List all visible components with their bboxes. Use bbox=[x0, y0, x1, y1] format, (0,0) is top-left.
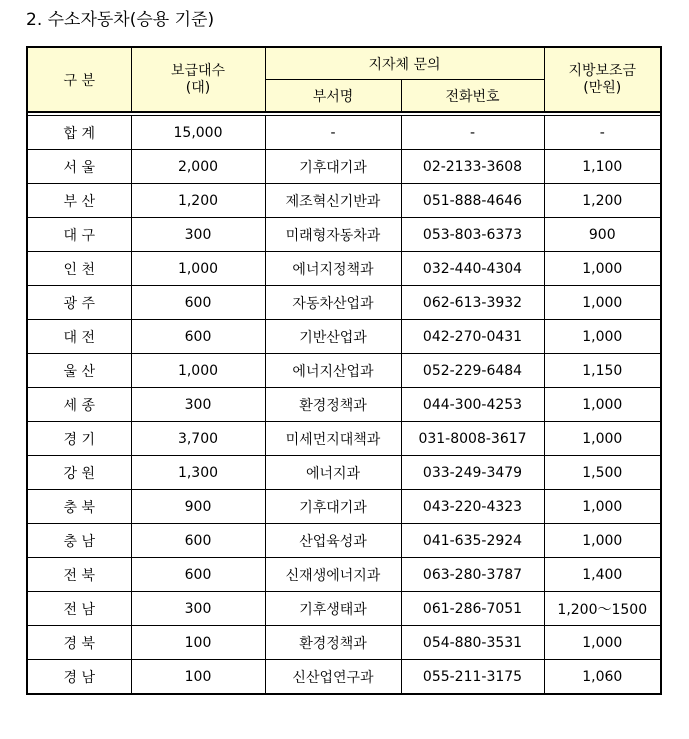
cell-supply: 600 bbox=[131, 286, 265, 320]
cell-supply: 1,200 bbox=[131, 184, 265, 218]
cell-supply: 1,300 bbox=[131, 456, 265, 490]
cell-region: 경 남 bbox=[27, 660, 131, 695]
cell-region: 광 주 bbox=[27, 286, 131, 320]
cell-subsidy: 1,100 bbox=[544, 150, 661, 184]
cell-dept: 기후대기과 bbox=[265, 150, 401, 184]
table-row bbox=[27, 626, 661, 660]
cell-dept: 미세먼지대책과 bbox=[265, 422, 401, 456]
header-contact: 지자체 문의 bbox=[265, 47, 544, 80]
cell-region: 충 북 bbox=[27, 490, 131, 524]
cell-dept: 에너지정책과 bbox=[265, 252, 401, 286]
cell-phone: 043-220-4323 bbox=[401, 490, 544, 524]
cell-supply: 100 bbox=[131, 626, 265, 660]
page-title: 2. 수소자동차(승용 기준) bbox=[26, 10, 215, 30]
cell-supply: 600 bbox=[131, 558, 265, 592]
cell-phone: 041-635-2924 bbox=[401, 524, 544, 558]
table-body bbox=[27, 47, 661, 694]
cell-subsidy: 1,400 bbox=[544, 558, 661, 592]
header-row bbox=[27, 47, 661, 80]
cell-region: 인 천 bbox=[27, 252, 131, 286]
table-row bbox=[27, 354, 661, 388]
table-row bbox=[27, 252, 661, 286]
cell-dept: 기후생태과 bbox=[265, 592, 401, 626]
header-supply bbox=[131, 47, 265, 112]
cell-region: 대 구 bbox=[27, 218, 131, 252]
cell-subsidy: 1,000 bbox=[544, 252, 661, 286]
cell-supply: 600 bbox=[131, 524, 265, 558]
table-row bbox=[27, 286, 661, 320]
cell-supply: 2,000 bbox=[131, 150, 265, 184]
cell-region: 세 종 bbox=[27, 388, 131, 422]
cell-region: 경 북 bbox=[27, 626, 131, 660]
table-row bbox=[27, 422, 661, 456]
cell-supply: 300 bbox=[131, 218, 265, 252]
cell-dept: 에너지과 bbox=[265, 456, 401, 490]
cell-dept: 환경정책과 bbox=[265, 388, 401, 422]
table-row bbox=[27, 320, 661, 354]
cell-supply: 900 bbox=[131, 490, 265, 524]
cell-supply: 600 bbox=[131, 320, 265, 354]
cell-region: 전 남 bbox=[27, 592, 131, 626]
cell-subsidy: - bbox=[544, 116, 661, 150]
cell-supply: 100 bbox=[131, 660, 265, 695]
cell-phone: 054-880-3531 bbox=[401, 626, 544, 660]
cell-dept: 자동차산업과 bbox=[265, 286, 401, 320]
cell-supply: 300 bbox=[131, 592, 265, 626]
cell-subsidy: 1,150 bbox=[544, 354, 661, 388]
table-row bbox=[27, 116, 661, 150]
cell-phone: 032-440-4304 bbox=[401, 252, 544, 286]
cell-phone: 044-300-4253 bbox=[401, 388, 544, 422]
cell-phone: 052-229-6484 bbox=[401, 354, 544, 388]
header-dept: 부서명 bbox=[265, 80, 401, 113]
header-subsidy bbox=[544, 47, 661, 112]
cell-phone: 061-286-7051 bbox=[401, 592, 544, 626]
cell-phone: 053-803-6373 bbox=[401, 218, 544, 252]
cell-region: 부 산 bbox=[27, 184, 131, 218]
cell-phone: 033-249-3479 bbox=[401, 456, 544, 490]
cell-dept: 기반산업과 bbox=[265, 320, 401, 354]
cell-subsidy: 1,000 bbox=[544, 524, 661, 558]
cell-dept: 기후대기과 bbox=[265, 490, 401, 524]
cell-subsidy: 900 bbox=[544, 218, 661, 252]
cell-region: 전 북 bbox=[27, 558, 131, 592]
cell-region: 서 울 bbox=[27, 150, 131, 184]
cell-subsidy: 1,000 bbox=[544, 422, 661, 456]
cell-region: 경 기 bbox=[27, 422, 131, 456]
cell-subsidy: 1,000 bbox=[544, 626, 661, 660]
cell-region: 합 계 bbox=[27, 116, 131, 150]
cell-subsidy: 1,060 bbox=[544, 660, 661, 695]
table-row bbox=[27, 558, 661, 592]
cell-subsidy: 1,000 bbox=[544, 388, 661, 422]
cell-region: 강 원 bbox=[27, 456, 131, 490]
header-supply-label: 보급대수 bbox=[170, 62, 226, 79]
cell-subsidy: 1,000 bbox=[544, 286, 661, 320]
header-supply-unit: (대) bbox=[185, 79, 211, 96]
cell-subsidy: 1,000 bbox=[544, 490, 661, 524]
cell-phone: 02-2133-3608 bbox=[401, 150, 544, 184]
cell-phone: 031-8008-3617 bbox=[401, 422, 544, 456]
cell-dept: 신산업연구과 bbox=[265, 660, 401, 695]
table-row bbox=[27, 524, 661, 558]
header-region: 구 분 bbox=[27, 47, 131, 112]
cell-phone: - bbox=[401, 116, 544, 150]
cell-subsidy: 1,200 bbox=[544, 184, 661, 218]
cell-supply: 300 bbox=[131, 388, 265, 422]
header-subsidy-unit: (만원) bbox=[583, 79, 622, 96]
table-row bbox=[27, 388, 661, 422]
cell-dept: 미래형자동차과 bbox=[265, 218, 401, 252]
cell-dept: - bbox=[265, 116, 401, 150]
table-row bbox=[27, 218, 661, 252]
table-row bbox=[27, 184, 661, 218]
table-row bbox=[27, 592, 661, 626]
table-row bbox=[27, 150, 661, 184]
cell-subsidy: 1,000 bbox=[544, 320, 661, 354]
cell-dept: 신재생에너지과 bbox=[265, 558, 401, 592]
cell-supply: 1,000 bbox=[131, 354, 265, 388]
cell-dept: 환경정책과 bbox=[265, 626, 401, 660]
cell-region: 충 남 bbox=[27, 524, 131, 558]
cell-dept: 제조혁신기반과 bbox=[265, 184, 401, 218]
table-row bbox=[27, 660, 661, 695]
cell-region: 울 산 bbox=[27, 354, 131, 388]
cell-phone: 055-211-3175 bbox=[401, 660, 544, 695]
cell-supply: 1,000 bbox=[131, 252, 265, 286]
cell-subsidy: 1,200～1500 bbox=[544, 592, 661, 626]
header-phone: 전화번호 bbox=[401, 80, 544, 113]
cell-phone: 042-270-0431 bbox=[401, 320, 544, 354]
cell-phone: 063-280-3787 bbox=[401, 558, 544, 592]
header-subsidy-label: 지방보조금 bbox=[568, 62, 637, 79]
table-row bbox=[27, 490, 661, 524]
table-row bbox=[27, 456, 661, 490]
cell-region: 대 전 bbox=[27, 320, 131, 354]
cell-supply: 3,700 bbox=[131, 422, 265, 456]
cell-subsidy: 1,500 bbox=[544, 456, 661, 490]
cell-dept: 산업육성과 bbox=[265, 524, 401, 558]
subsidy-table bbox=[26, 46, 662, 695]
cell-phone: 062-613-3932 bbox=[401, 286, 544, 320]
cell-supply: 15,000 bbox=[131, 116, 265, 150]
cell-phone: 051-888-4646 bbox=[401, 184, 544, 218]
cell-dept: 에너지산업과 bbox=[265, 354, 401, 388]
